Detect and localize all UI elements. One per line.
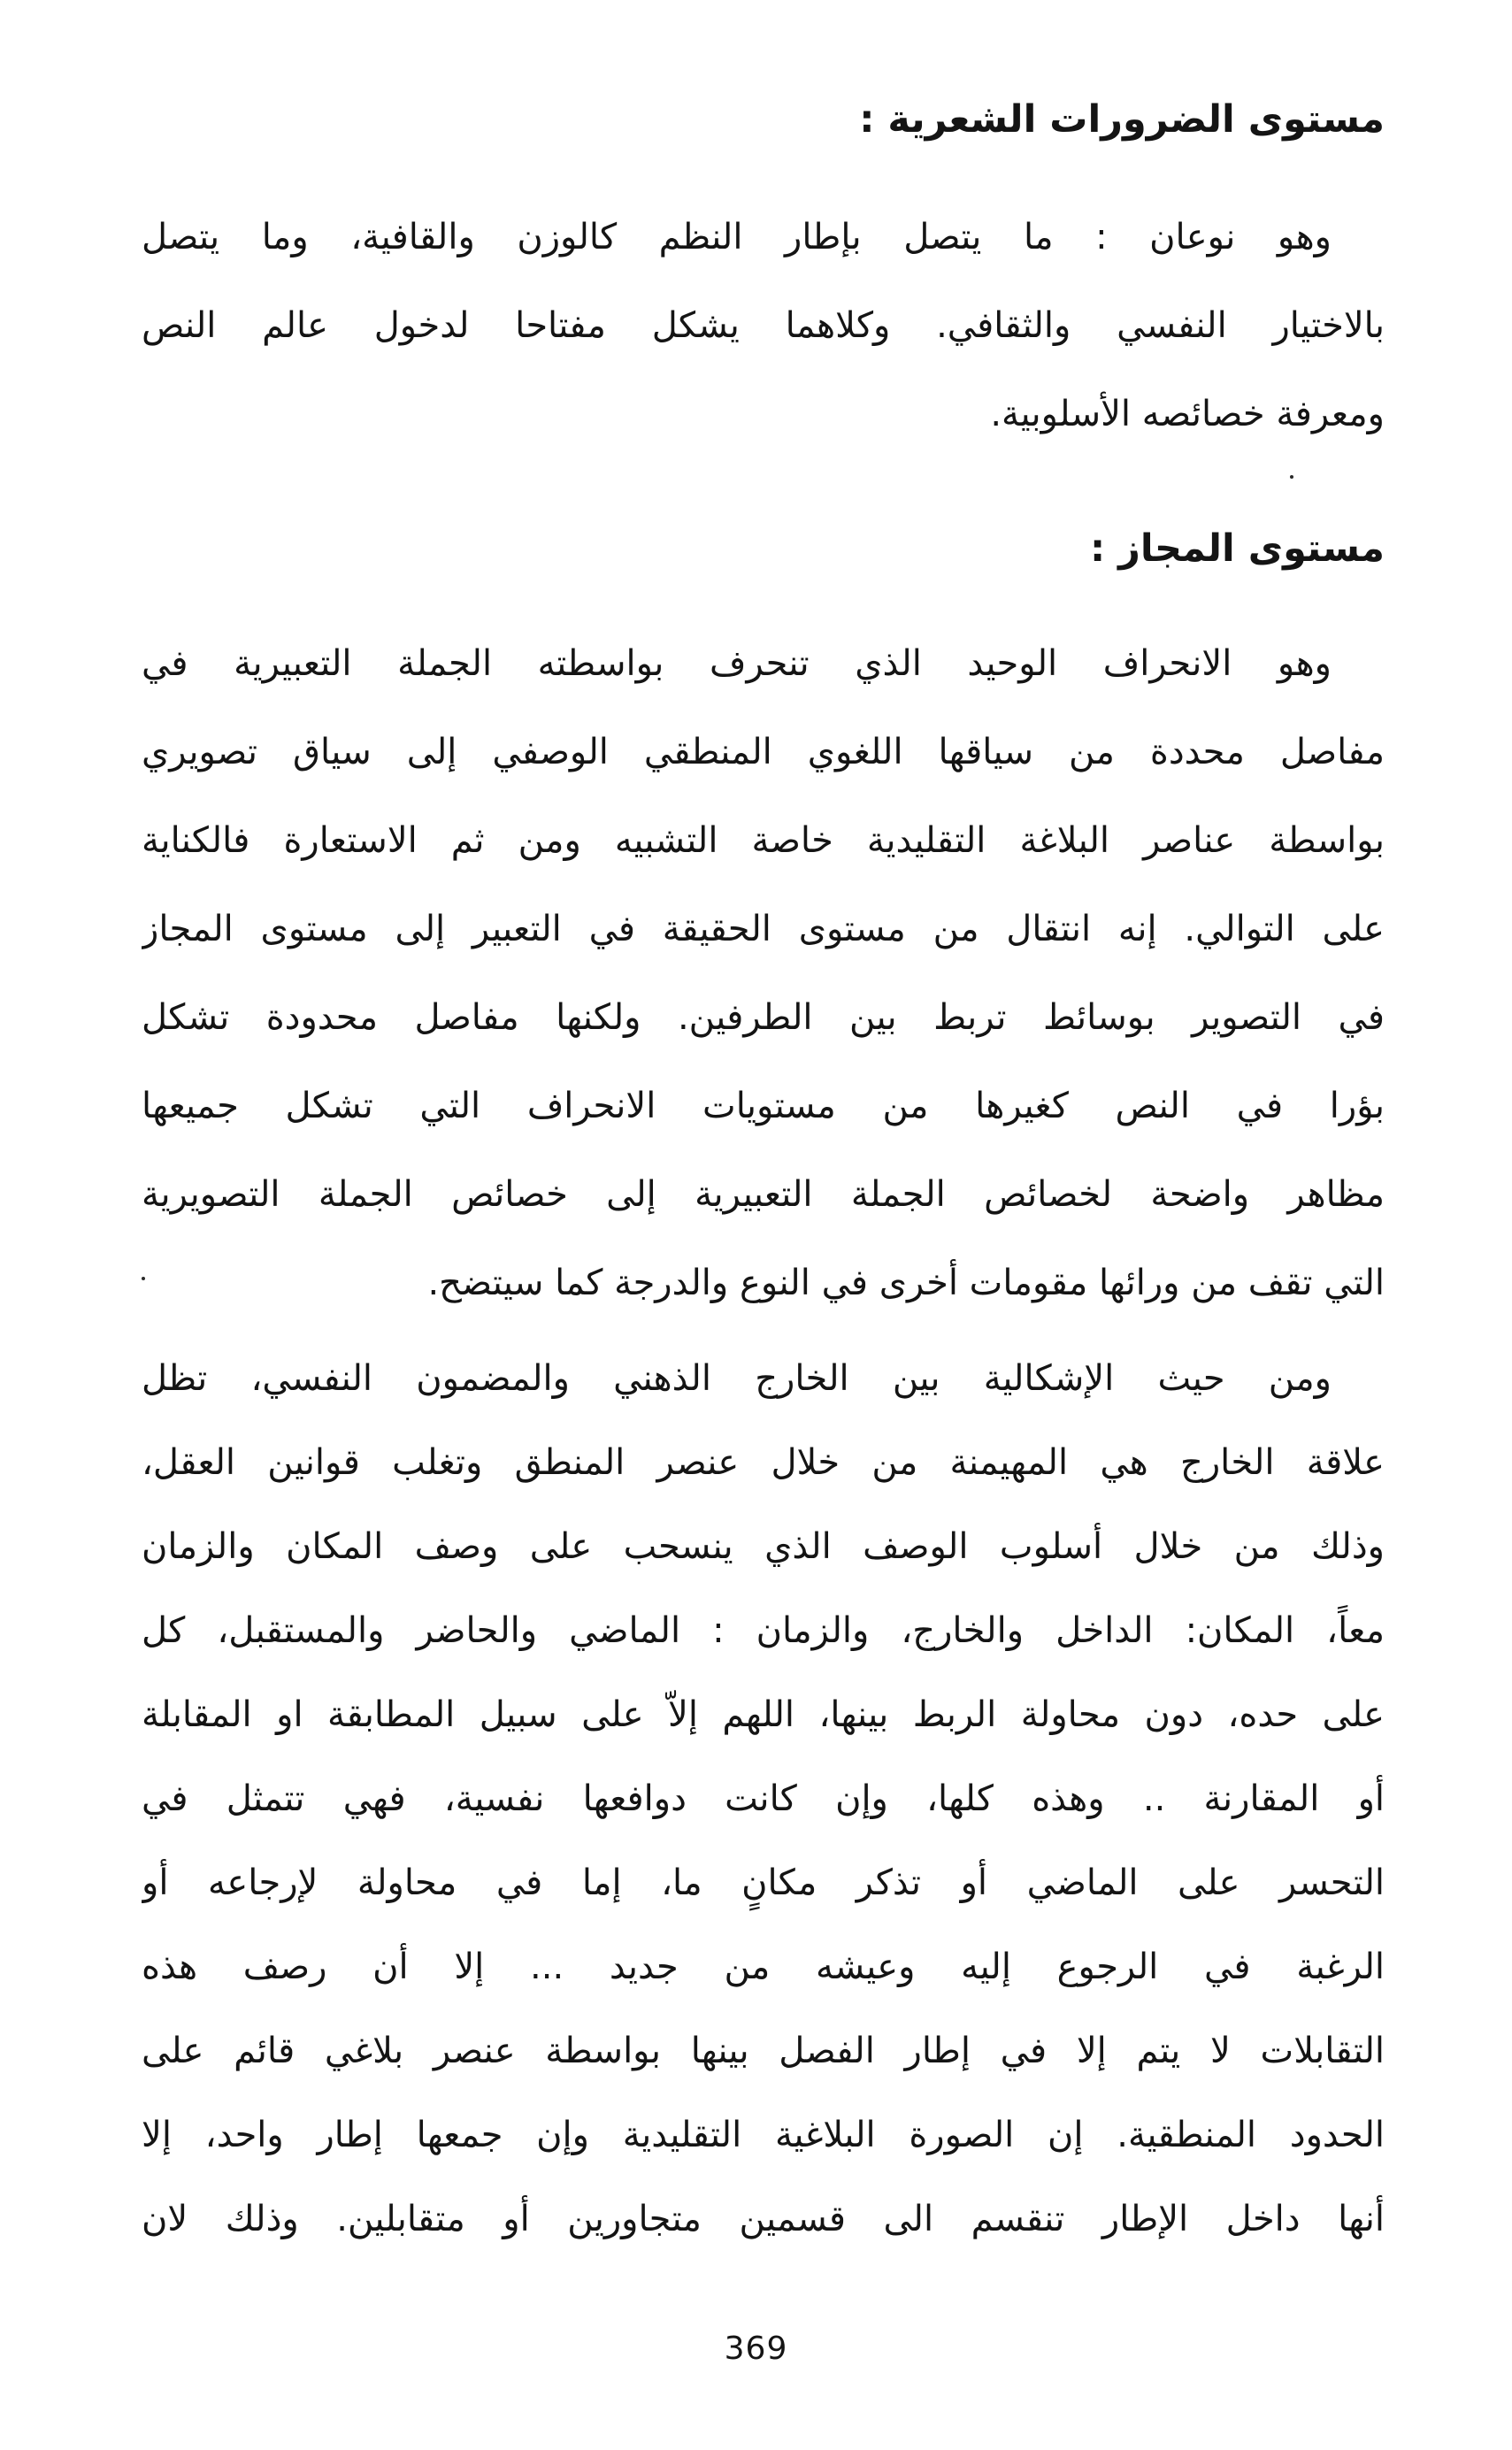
text-line: علاقة الخارج هي المهيمنة من خلال عنصر المنطق وتغلب قوانين العقل،: [142, 1442, 1385, 1483]
text-line: التحسر على الماضي أو تذكر مكانٍ ما، إما في محاولة لإرجاعه أو: [142, 1862, 1385, 1903]
text-line: الحدود المنطقية. إن الصورة البلاغية التقليدية وإن جمعها إطار واحد، إلا: [142, 2115, 1385, 2155]
section-heading: مستوى المجاز :: [1089, 526, 1385, 571]
text-line: وهو نوعان : ما يتصل بإطار النظم كالوزن والقافية، وما يتصل: [142, 217, 1332, 257]
text-line: ومن حيث الإشكالية بين الخارج الذهني والمضمون النفسي، تظل: [142, 1358, 1332, 1399]
text-line: معاً، المكان: الداخل والخارج، والزمان : الماضي والحاضر والمستقبل، كل: [142, 1610, 1385, 1651]
text-line: أنها داخل الإطار تنقسم الى قسمين متجاورين أو متقابلين. وذلك لان: [142, 2199, 1385, 2239]
text-line: التي تقف من ورائها مقومات أخرى في النوع والدرجة كما سيتضح.: [427, 1263, 1385, 1303]
text-line: على التوالي. إنه انتقال من مستوى الحقيقة في التعبير إلى مستوى المجاز: [142, 909, 1385, 949]
text-line: مظاهر واضحة لخصائص الجملة التعبيرية إلى خصائص الجملة التصويرية: [142, 1174, 1385, 1215]
text-line: مفاصل محددة من سياقها اللغوي المنطقي الوصفي إلى سياق تصويري: [142, 732, 1385, 772]
text-line: الرغبة في الرجوع إليه وعيشه من جديد ... إلا أن رصف هذه: [142, 1947, 1385, 1987]
text-line: وهو الانحراف الوحيد الذي تنحرف بواسطته الجملة التعبيرية في: [142, 643, 1332, 684]
scan-speck: [142, 1277, 145, 1280]
scan-speck: [1290, 475, 1293, 479]
text-line: على حده، دون محاولة الربط بينها، اللهم إلاّ على سبيل المطابقة او المقابلة: [142, 1694, 1385, 1735]
text-line: بالاختيار النفسي والثقافي. وكلاهما يشكل مفتاحا لدخول عالم النص: [142, 305, 1385, 346]
text-line: في التصوير بوسائط تربط بين الطرفين. ولكنها مفاصل محدودة تشكل: [142, 997, 1385, 1038]
text-line: أو المقارنة .. وهذه كلها، وإن كانت دوافعها نفسية، فهي تتمثل في: [142, 1778, 1385, 1819]
text-line: وذلك من خلال أسلوب الوصف الذي ينسحب على وصف المكان والزمان: [142, 1526, 1385, 1567]
section-heading: مستوى الضرورات الشعرية :: [859, 97, 1385, 142]
text-line: التقابلات لا يتم إلا في إطار الفصل بينها بواسطة عنصر بلاغي قائم على: [142, 2031, 1385, 2071]
text-line: بواسطة عناصر البلاغة التقليدية خاصة التشبيه ومن ثم الاستعارة فالكناية: [142, 820, 1385, 861]
text-line: بؤرا في النص كغيرها من مستويات الانحراف التي تشكل جميعها: [142, 1086, 1385, 1126]
text-line: ومعرفة خصائصه الأسلوبية.: [990, 394, 1385, 434]
page-number: 369: [724, 2331, 788, 2367]
